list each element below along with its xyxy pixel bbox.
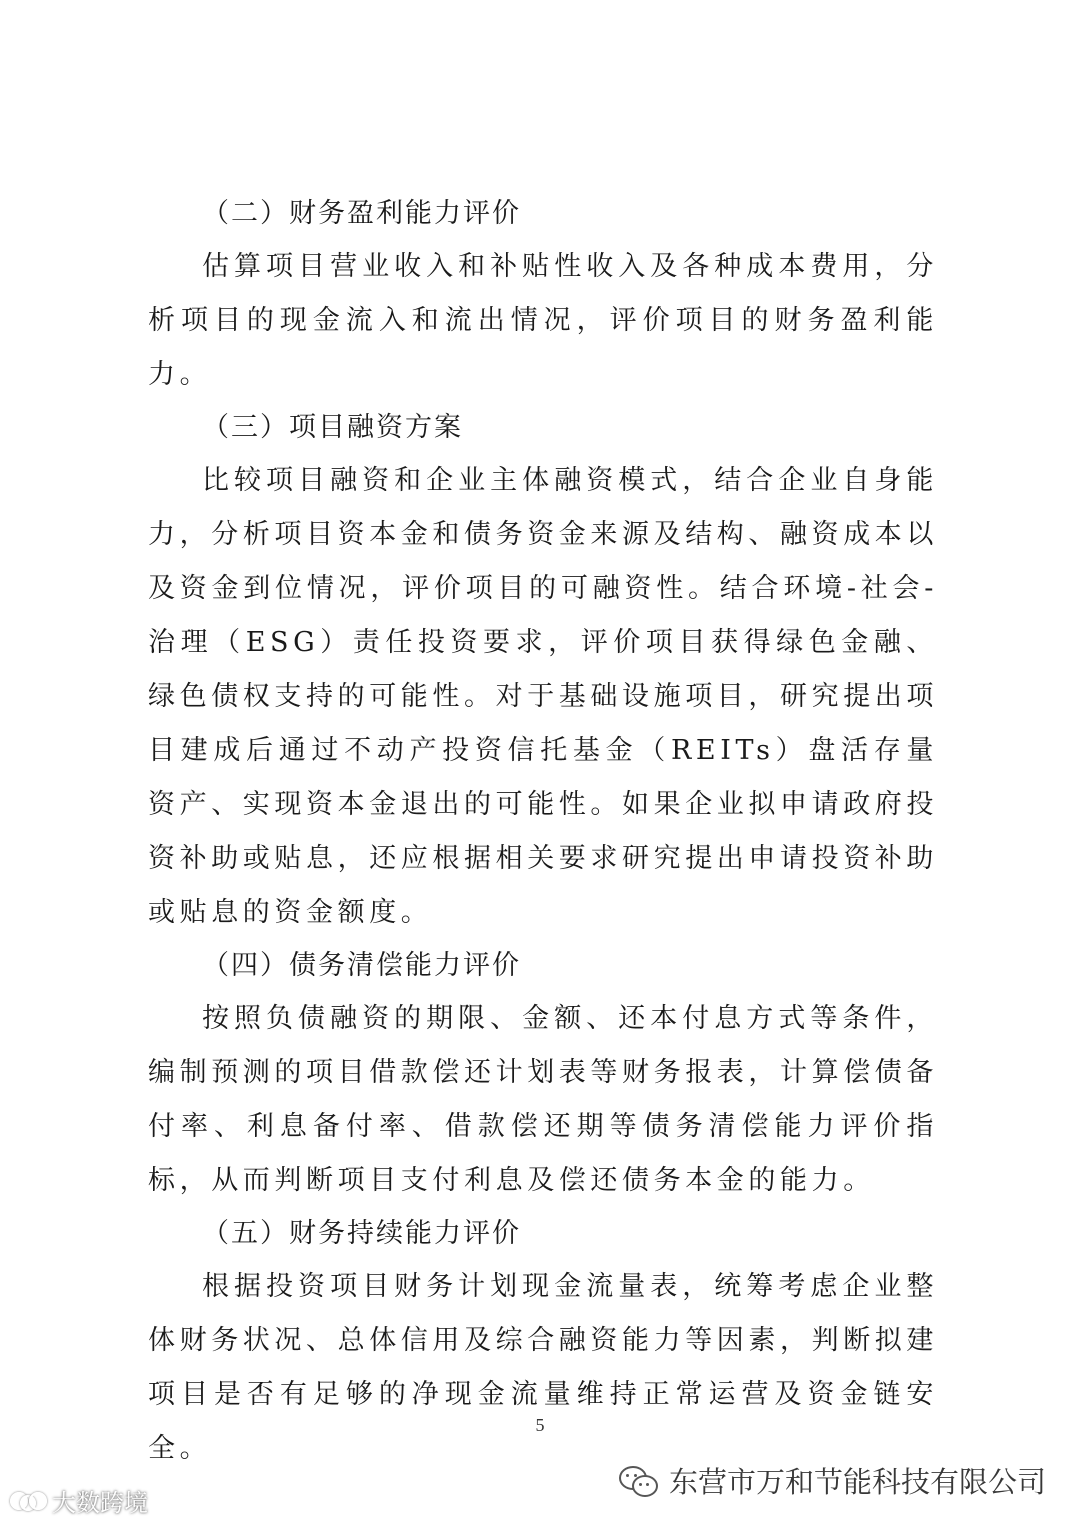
watermark-account-name: 东营市万和节能科技有限公司 <box>668 1465 1046 1499</box>
section-heading: （四）债务清偿能力评价 <box>202 950 521 981</box>
section-paragraph: 根据投资项目财务计划现金流量表，统筹考虑企业整体财务状况、总体信用及综合融资能力等因素，判断拟建项目是否有足够的净现金流量维持正常运营及资金链安全。 <box>148 1271 938 1464</box>
corner-watermark-text: 大数跨境 <box>52 1489 148 1517</box>
section-paragraph: 按照负债融资的期限、金额、还本付息方式等条件，编制预测的项目借款偿还计划表等财务报表，计算偿债备付率、利息备付率、借款偿还期等债务清偿能力评价指标，从而判断项目支付利息及偿还债务本金的能力。 <box>148 1003 938 1196</box>
section-paragraph: 比较项目融资和企业主体融资模式，结合企业自身能力，分析项目资本金和债务资金来源及结构、融资成本以及资金到位情况，评价项目的可融资性。结合环境-社会-治理（ESG）责任投资要求，评价项目获得绿色金融、绿色债权支持的可能性。对于基础设施项目，研究提出项目建成后通过不动产投资信托基金（REITs）盘活存量资产、实现资本金退出的可能性。如果企业拟申请政府投资补助或贴息，还应根据相关要求研究提出申请投资补助或贴息的资金额度。 <box>148 465 938 928</box>
section-heading: （三）项目融资方案 <box>202 412 463 443</box>
section-heading: （五）财务持续能力评价 <box>202 1218 521 1249</box>
section-paragraph: 估算项目营业收入和补贴性收入及各种成本费用，分析项目的现金流入和流出情况，评价项目的财务盈利能力。 <box>148 251 938 390</box>
wechat-watermark <box>619 1460 1046 1501</box>
brand-logo-icon <box>10 1490 46 1512</box>
wechat-icon <box>619 1464 659 1498</box>
document-body <box>148 188 938 1476</box>
page-number: 5 <box>535 1415 545 1435</box>
corner-watermark <box>10 1483 148 1518</box>
section-heading: （二）财务盈利能力评价 <box>202 198 521 229</box>
